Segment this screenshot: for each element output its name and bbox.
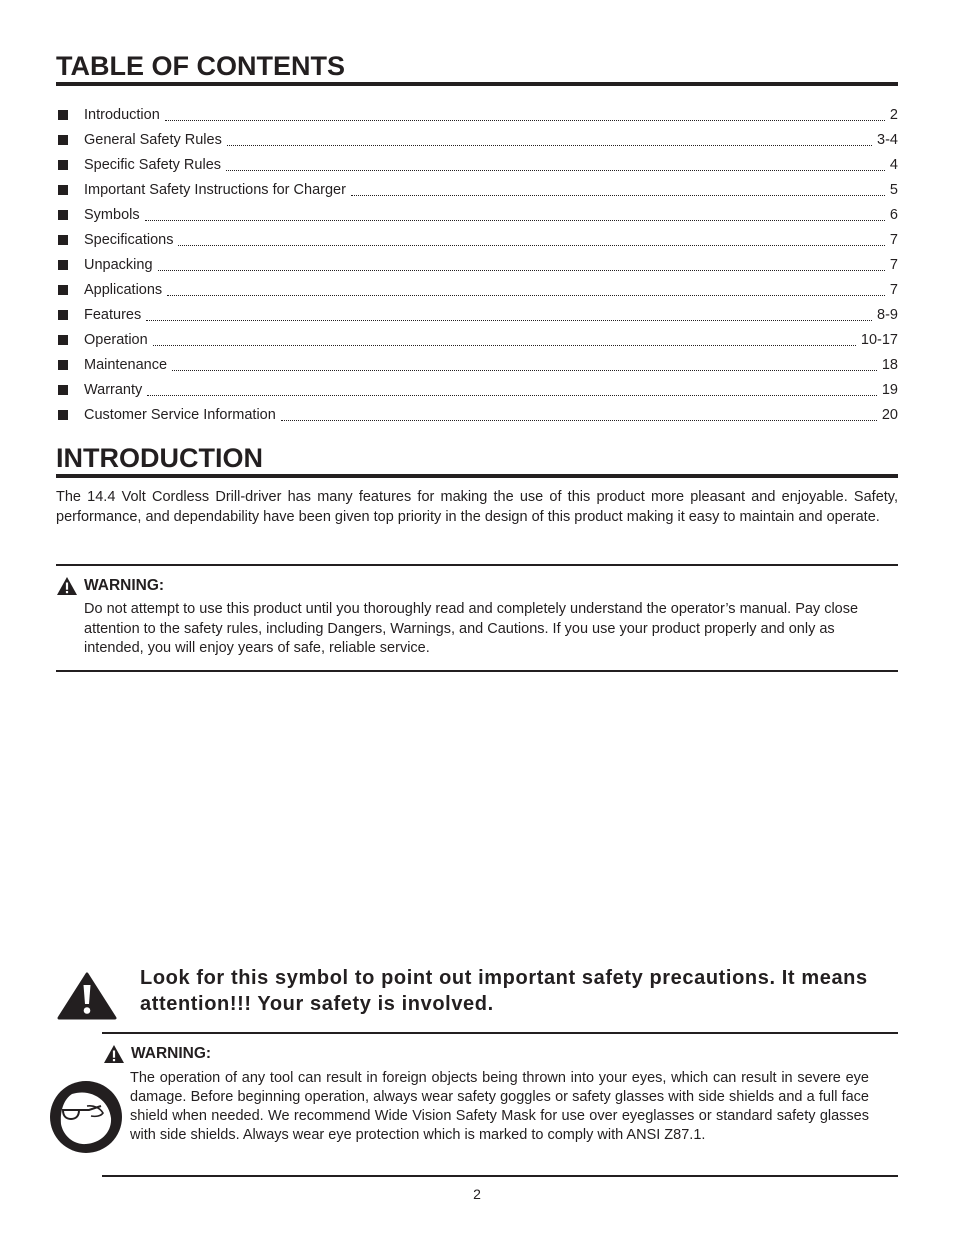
toc-item[interactable]: [56, 102, 898, 127]
warning-top-rule: [56, 564, 898, 566]
toc-heading: TABLE OF CONTENTS: [56, 51, 345, 81]
toc-item[interactable]: [56, 202, 898, 227]
warning-bottom-rule: [56, 670, 898, 672]
bullet-icon: [58, 185, 68, 195]
bullet-icon: [58, 285, 68, 295]
bullet-icon: [58, 110, 68, 120]
introduction-text: The 14.4 Volt Cordless Drill-driver has many features for making the use of this product more pleasant and enjoyable. Safety, performance, and dependability have been given top priority in the design of this product making it easy to maintain and operate.: [56, 489, 898, 525]
toc-item-page: 4: [889, 156, 898, 173]
toc-item[interactable]: [56, 402, 898, 427]
toc-item-title: Specifications: [84, 231, 174, 248]
toc-leader-dots: [165, 119, 885, 121]
toc-item-page: 8-9: [877, 306, 898, 323]
toc-leader-dots: [167, 294, 885, 296]
toc-leader-dots: [281, 419, 877, 421]
toc-item-page: 5: [889, 181, 898, 198]
toc-item[interactable]: [56, 352, 898, 377]
toc-item[interactable]: [56, 277, 898, 302]
toc-item-title: Features: [84, 306, 142, 323]
toc-item-page: 7: [889, 256, 898, 273]
bullet-icon: [58, 260, 68, 270]
bullet-icon: [58, 160, 68, 170]
toc-item-page: 2: [889, 106, 898, 123]
warning-triangle-icon: [103, 1044, 125, 1064]
introduction-heading: INTRODUCTION: [56, 443, 263, 473]
toc-item-page: 7: [889, 231, 898, 248]
warning-label: WARNING:: [84, 577, 165, 594]
toc-item[interactable]: [56, 377, 898, 402]
bullet-icon: [58, 310, 68, 320]
bullet-icon: [58, 335, 68, 345]
toc-item-title: Introduction: [84, 106, 160, 123]
eye-warning-label: WARNING:: [131, 1045, 212, 1062]
safety-symbol-text: Look for this symbol to point out important safety precautions. It means attention!!! Your safety is involved.: [140, 967, 868, 1015]
introduction-heading-rule: [56, 474, 898, 478]
toc-item-page: 3-4: [877, 131, 898, 148]
toc-item-title: Warranty: [84, 381, 143, 398]
toc-item[interactable]: [56, 302, 898, 327]
toc-item-title: Operation: [84, 331, 148, 348]
toc-item-title: Important Safety Instructions for Charger: [84, 181, 346, 198]
toc-item-page: 7: [889, 281, 898, 298]
eye-warning-text: The operation of any tool can result in foreign objects being thrown into your eyes, which can result in severe eye damage. Before beginning operation, always wear safety goggles or safety glasses with side shields and a full face shield when needed. We recommend Wide Vision Safety Mask for use over eyeglasses or standard safety glasses with side shields. Always wear eye protection which is marked to comply with ANSI Z87.1.: [130, 1070, 869, 1143]
page-number: 2: [473, 1186, 481, 1202]
toc-leader-dots: [226, 169, 885, 171]
toc-item-page: 20: [881, 406, 898, 423]
bullet-icon: [58, 385, 68, 395]
toc-leader-dots: [178, 244, 884, 246]
toc-leader-dots: [227, 144, 872, 146]
toc-item-title: Unpacking: [84, 256, 153, 273]
toc-list: [56, 102, 898, 427]
toc-item-title: Customer Service Information: [84, 406, 276, 423]
toc-leader-dots: [147, 394, 877, 396]
bullet-icon: [58, 135, 68, 145]
eye-warning-heading: [103, 1044, 211, 1064]
warning-heading: [56, 576, 164, 596]
toc-item-title: Applications: [84, 281, 163, 298]
eye-warning-bottom-rule: [102, 1175, 898, 1177]
eye-warning-top-rule: [102, 1032, 898, 1034]
toc-item[interactable]: [56, 252, 898, 277]
toc-leader-dots: [172, 369, 877, 371]
toc-item-page: 19: [881, 381, 898, 398]
bullet-icon: [58, 210, 68, 220]
toc-leader-dots: [153, 344, 856, 346]
toc-item[interactable]: [56, 177, 898, 202]
toc-leader-dots: [146, 319, 872, 321]
toc-item-title: Maintenance: [84, 356, 168, 373]
toc-item-page: 6: [889, 206, 898, 223]
bullet-icon: [58, 410, 68, 420]
toc-item-title: Specific Safety Rules: [84, 156, 222, 173]
toc-heading-rule: [56, 82, 898, 86]
bullet-icon: [58, 360, 68, 370]
bullet-icon: [58, 235, 68, 245]
toc-leader-dots: [158, 269, 885, 271]
toc-leader-dots: [351, 194, 885, 196]
toc-item[interactable]: [56, 227, 898, 252]
toc-item[interactable]: [56, 327, 898, 352]
safety-alert-icon: [57, 972, 117, 1020]
safety-glasses-icon: [49, 1080, 123, 1154]
toc-leader-dots: [145, 219, 885, 221]
toc-item[interactable]: [56, 127, 898, 152]
toc-item-page: 18: [881, 356, 898, 373]
warning-text: Do not attempt to use this product until you thoroughly read and completely understand the operator’s manual. Pay close attention to the safety rules, including Dangers, Warnings, and Cautions. If you use your product properly and only as intended, you will enjoy years of safe, reliable service.: [84, 601, 859, 656]
warning-triangle-icon: [56, 576, 78, 596]
toc-item-page: 10-17: [860, 331, 898, 348]
toc-item[interactable]: [56, 152, 898, 177]
toc-item-title: General Safety Rules: [84, 131, 222, 148]
toc-item-title: Symbols: [84, 206, 140, 223]
